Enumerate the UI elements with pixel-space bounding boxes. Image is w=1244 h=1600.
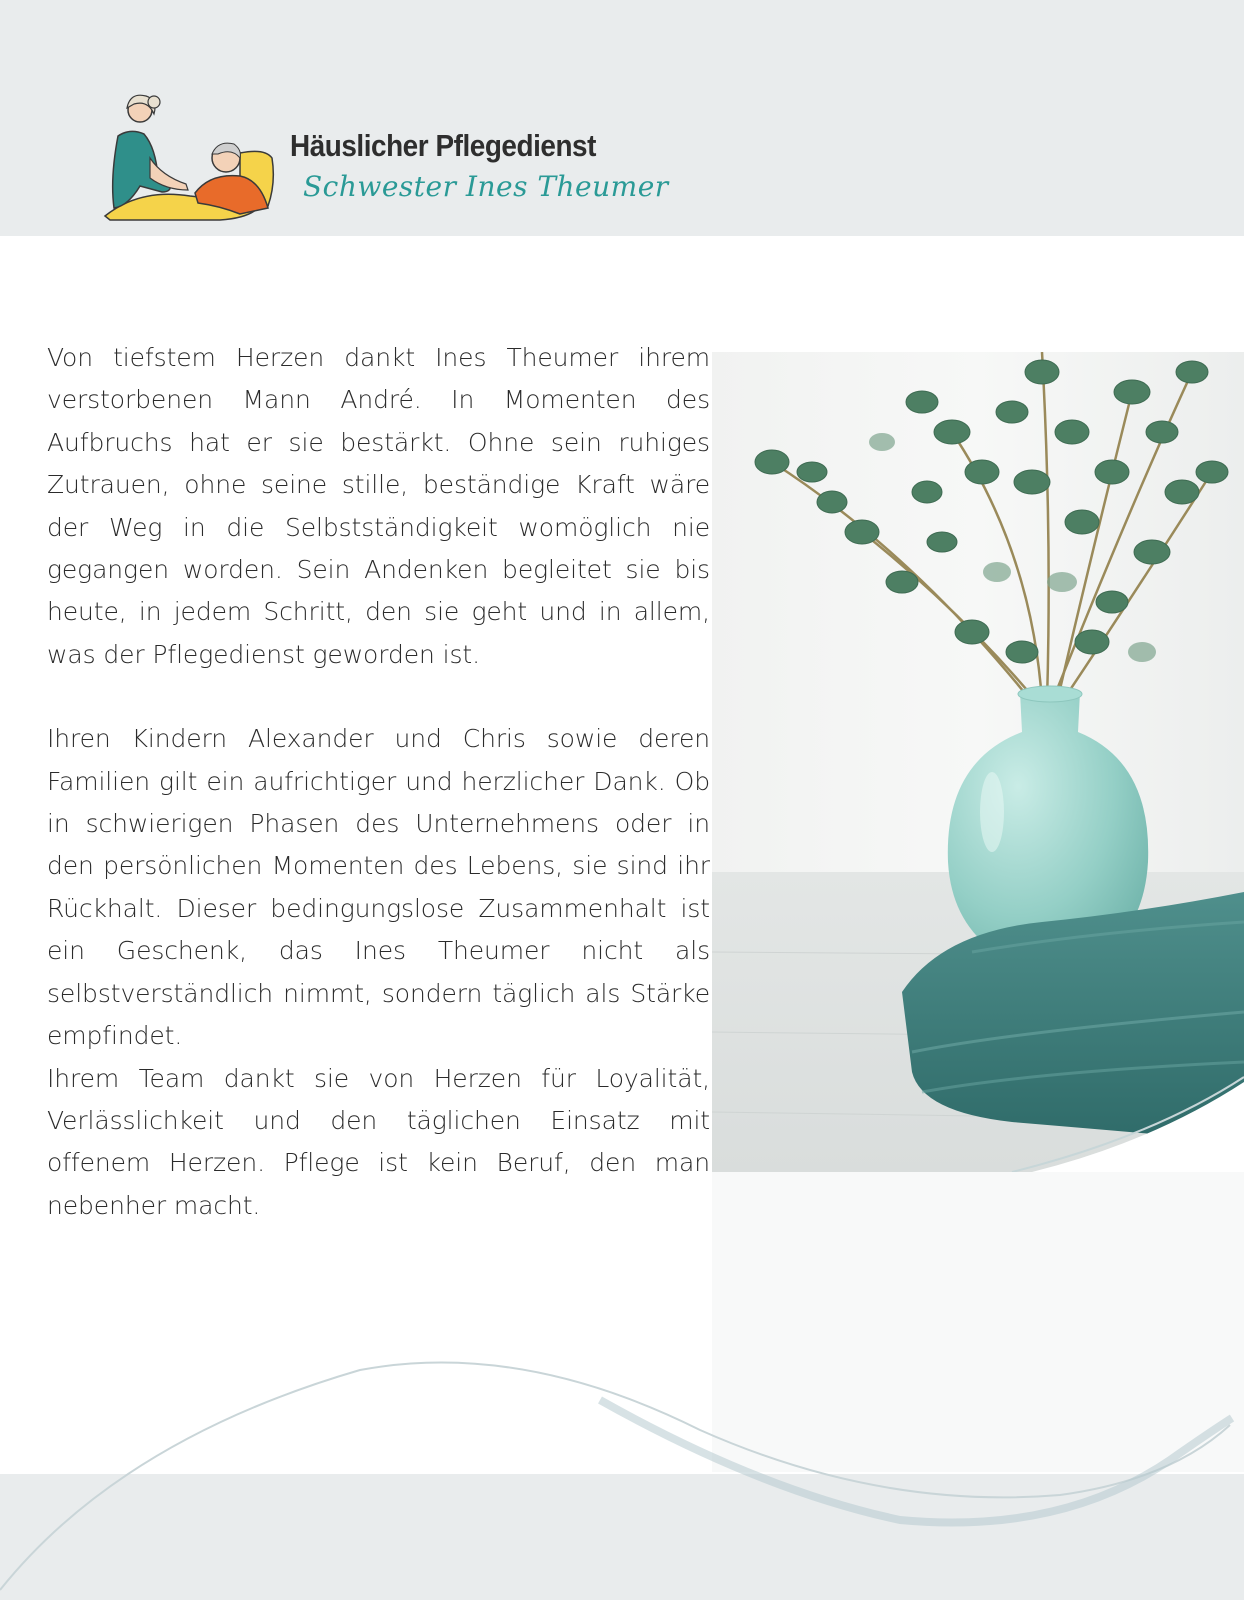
brand-subtitle: Schwester Ines Theumer [303,170,669,203]
thank-you-text [47,337,710,1227]
eucalyptus-vase-photo [712,352,1244,1172]
page-header [0,0,1244,236]
paragraph-children: Ihren Kindern Alexander und Chris sowie deren Familien gilt ein aufrichtiger und herzlicher Dank. Ob in schwierigen Phasen des Unternehmens oder in den persönlichen Momenten des Lebens, sie sind ihr Rückhalt. Dieser bedingungslose Zusammenhalt ist ein Geschenk, das Ines Theumer nicht als selbstverständlich nimmt, sondern täglich als Stärke empfindet. [47,724,710,1051]
page-footer [0,1474,1244,1600]
paragraph-team: Ihrem Team dankt sie von Herzen für Loyalität, Verlässlichkeit und den täglichen Einsatz mit offenem Herzen. Pflege ist kein Beruf, den man nebenher macht. [47,1063,710,1220]
paragraph-husband: Von tiefstem Herzen dankt Ines Theumer ihrem verstorbenen Mann André. In Momenten des Aufbruchs hat er sie bestärkt. Ohne sein ruhiges Zutrauen, ohne seine stille, beständige Kraft wäre der Weg in die Selbstständigkeit womöglich nie gegangen worden. Sein Andenken begleitet sie bis heute, in jedem Schritt, den sie geht und in allem, was der Pflegedienst geworden ist. [47,343,710,669]
nurse-caring-patient-logo-icon [100,88,280,228]
brand-title: Häuslicher Pflegedienst [290,128,596,163]
photo-panel [712,352,1244,1472]
